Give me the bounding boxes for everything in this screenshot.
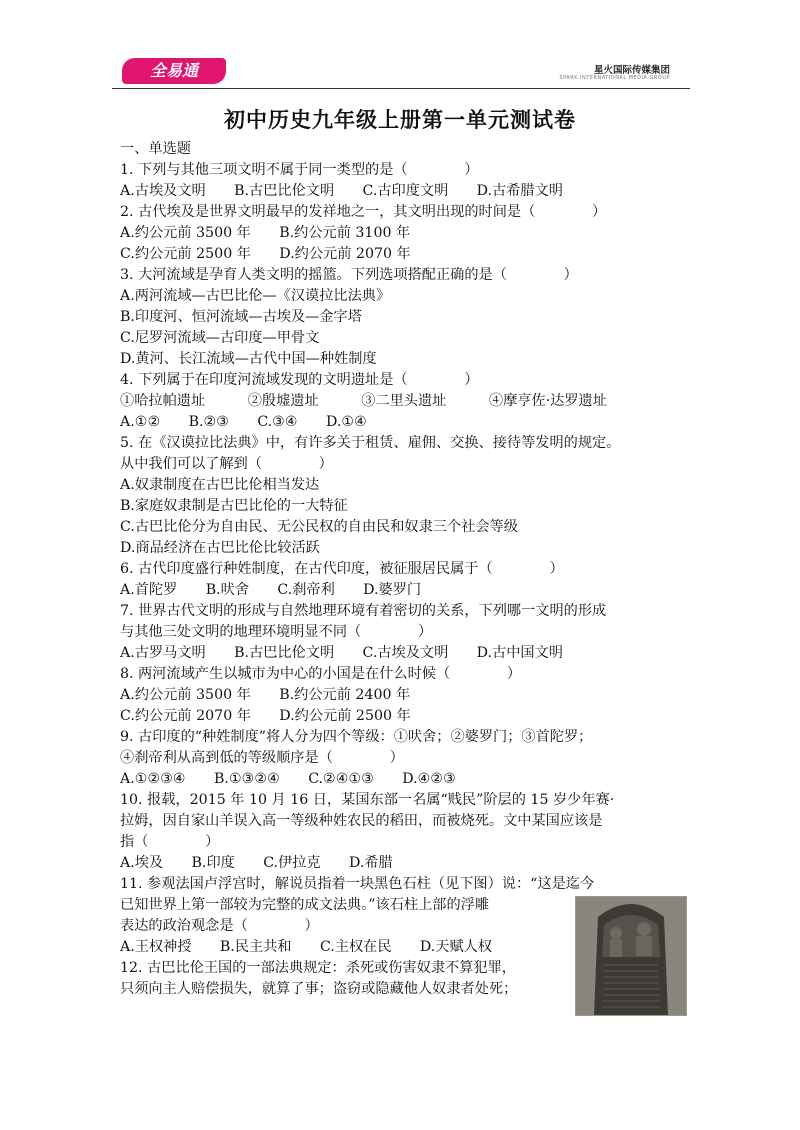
text-line: A.两河流域—古巴比伦—《汉谟拉比法典》 [120, 288, 391, 304]
text-line: ①哈拉帕遗址 ②殷墟遗址 ③二里头遗址 ④摩亨佐·达罗遗址 [120, 393, 607, 409]
text-line: 3. 大河流域是孕育人类文明的摇篮。下列选项搭配正确的是（ ） [120, 267, 578, 283]
text-line: A.首陀罗 B.吠舍 C.刹帝利 D.婆罗门 [120, 582, 422, 598]
text-line: 表达的政治观念是（ ） [120, 918, 319, 934]
text-line: 9. 古印度的“种姓制度”将人分为四个等级：①吠舍；②婆罗门；③首陀罗； [120, 729, 593, 745]
document-title: 初中历史九年级上册第一单元测试卷 [224, 107, 576, 132]
text-line: A.古埃及文明 B.古巴比伦文明 C.古印度文明 D.古希腊文明 [120, 183, 563, 199]
text-line: B.印度河、恒河流域—古埃及—金字塔 [120, 309, 362, 325]
text-line: 从中我们可以了解到（ ） [120, 456, 333, 472]
text-line: A.约公元前 3500 年 B.约公元前 2400 年 [120, 687, 411, 703]
section-heading: 一、单选题 [120, 141, 191, 157]
text-line: 6. 古代印度盛行种姓制度，在古代印度，被征服居民属于（ ） [120, 561, 564, 577]
question-lines [120, 160, 700, 1000]
text-line: ④刹帝利从高到低的等级顺序是（ ） [120, 750, 404, 766]
text-line: A.约公元前 3500 年 B.约公元前 3100 年 [120, 225, 411, 241]
header-divider [112, 88, 690, 89]
brand-subtitle: SPARK INTERNATIONAL MEDIA GROUP [559, 75, 670, 81]
page-header [112, 56, 690, 86]
text-line: D.黄河、长江流域—古代中国—种姓制度 [120, 351, 377, 367]
text-line: 与其他三处文明的地理环境明显不同（ ） [120, 624, 433, 640]
text-line: B.家庭奴隶制是古巴比伦的一大特征 [120, 498, 348, 514]
text-line: A.奴隶制度在古巴比伦相当发达 [120, 477, 320, 493]
text-line: 已知世界上第一部较为完整的成文法典。”该石柱上部的浮雕 [120, 897, 490, 913]
text-line: A.①② B.②③ C.③④ D.①④ [120, 414, 367, 430]
code-of-hammurabi-stele-illustration [576, 897, 686, 1015]
text-line: 2. 古代埃及是世界文明最早的发祥地之一，其文明出现的时间是（ ） [120, 204, 607, 220]
text-line: 12. 古巴比伦王国的一部法典规定：杀死或伤害奴隶不算犯罪， [120, 960, 516, 976]
logo: 全易通 [122, 58, 226, 84]
text-line: A.埃及 B.印度 C.伊拉克 D.希腊 [120, 855, 393, 871]
text-line: C.约公元前 2070 年 D.约公元前 2500 年 [120, 708, 411, 724]
text-line: A.古罗马文明 B.古巴比伦文明 C.古埃及文明 D.古中国文明 [120, 645, 563, 661]
text-line: C.约公元前 2500 年 D.约公元前 2070 年 [120, 246, 411, 262]
text-line: C.古巴比伦分为自由民、无公民权的自由民和奴隶三个社会等级 [120, 519, 518, 535]
text-line: C.尼罗河流域—古印度—甲骨文 [120, 330, 320, 346]
text-line: 11. 参观法国卢浮宫时，解说员指着一块黑色石柱（见下图）说：“这是迄今 [120, 876, 595, 892]
text-line: 1. 下列与其他三项文明不属于同一类型的是（ ） [120, 162, 479, 178]
text-line: A.①②③④ B.①③②④ C.②④①③ D.④②③ [120, 771, 456, 787]
text-line: D.商品经济在古巴比伦比较活跃 [120, 540, 320, 556]
text-line: 指（ ） [120, 834, 220, 850]
text-line: 7. 世界古代文明的形成与自然地理环境有着密切的关系，下列哪一文明的形成 [120, 603, 607, 619]
brand-name: 星火国际传媒集团 [593, 65, 670, 76]
text-line: 5. 在《汉谟拉比法典》中，有许多关于租赁、雇佣、交换、接待等发明的规定。 [120, 435, 621, 451]
text-line: 4. 下列属于在印度河流域发现的文明遗址是（ ） [120, 372, 479, 388]
text-line: 10. 报载，2015 年 10 月 16 日，某国东部一名属“贱民”阶层的 15 岁少年赛· [120, 792, 615, 808]
text-line: 8. 两河流域产生以城市为中心的小国是在什么时候（ ） [120, 666, 522, 682]
text-line: A.王权神授 B.民主共和 C.主权在民 D.天赋人权 [120, 939, 493, 955]
stele-image [575, 896, 687, 1016]
text-line: 拉姆，因自家山羊误入高一等级种姓农民的稻田，而被烧死。文中某国应该是 [120, 813, 603, 829]
text-line: 只须向主人赔偿损失，就算了事；盗窃或隐藏他人奴隶者处死； [120, 981, 518, 997]
document-body [120, 139, 700, 1000]
